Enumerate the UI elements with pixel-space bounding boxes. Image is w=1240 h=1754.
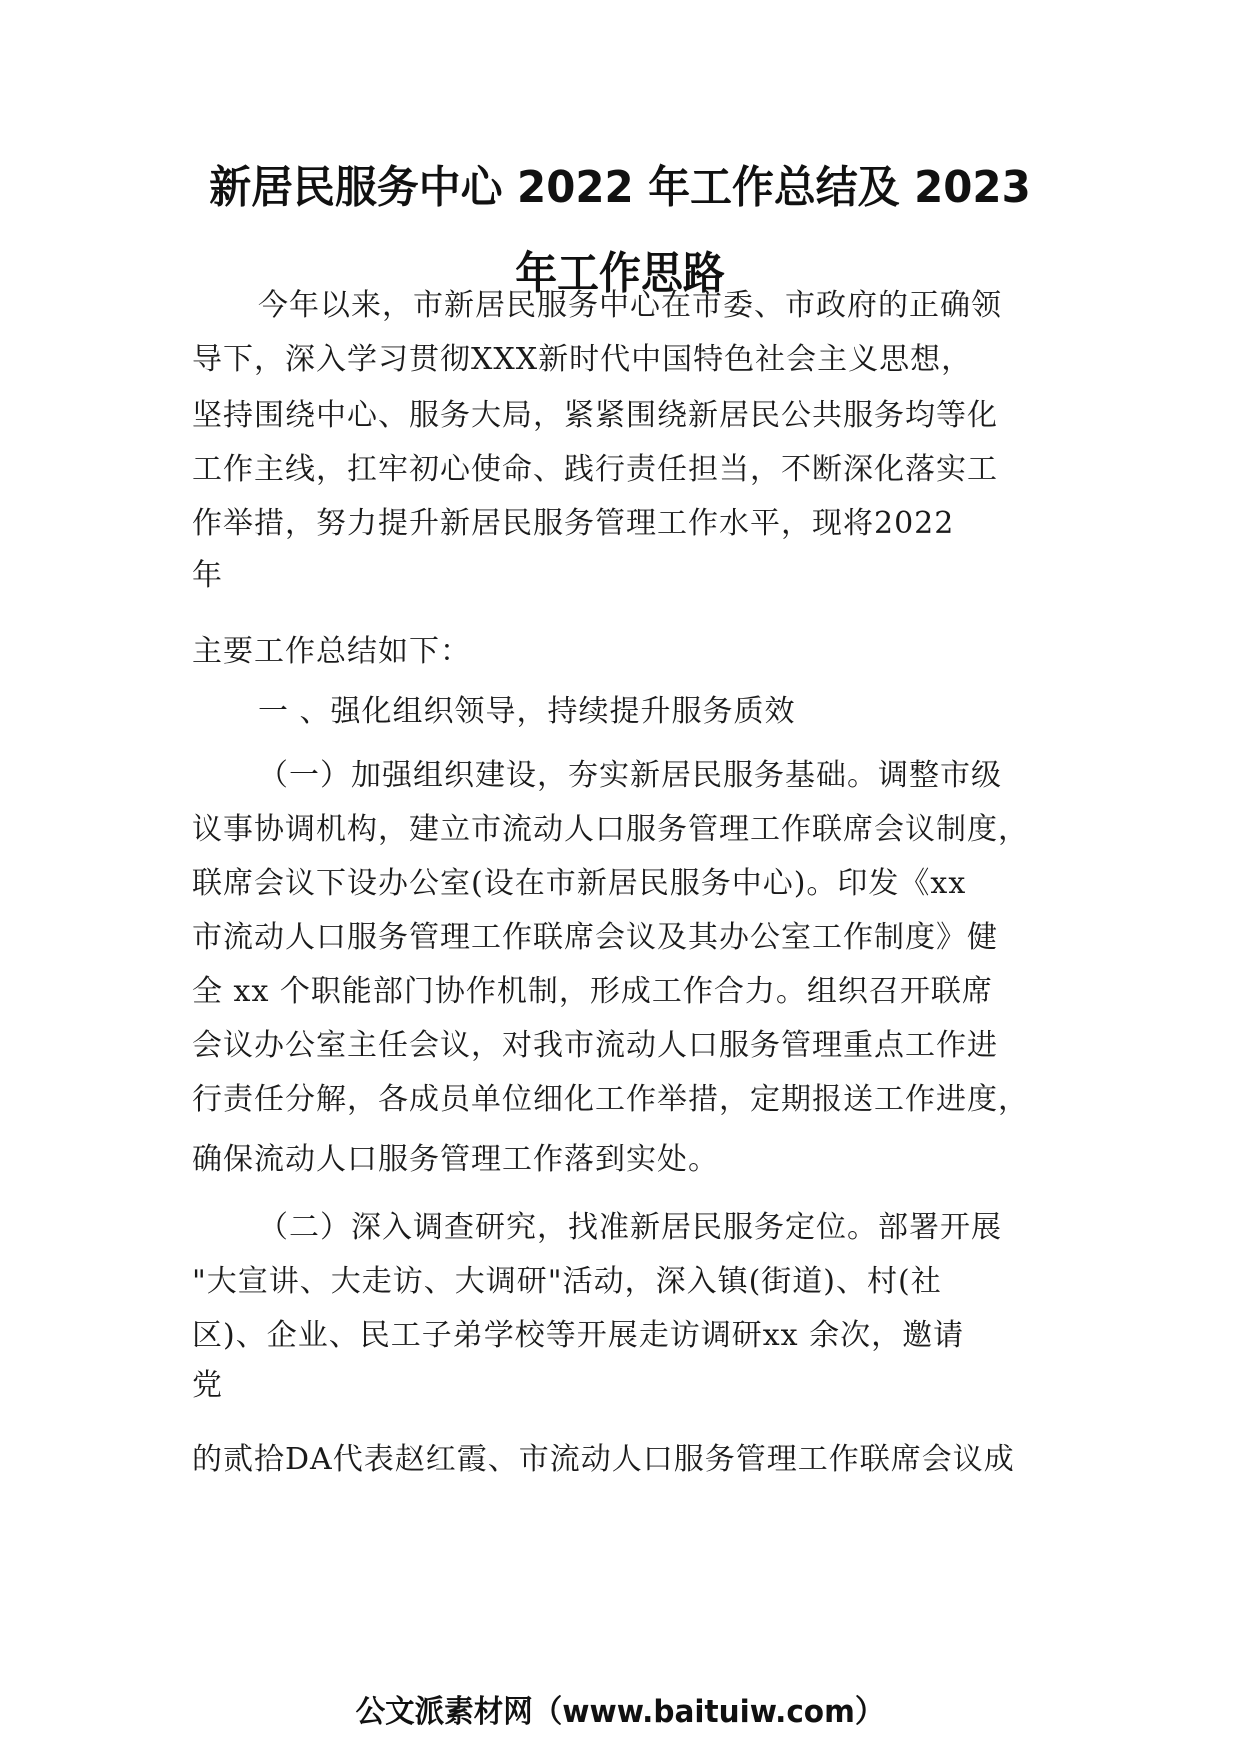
body-line: 主要工作总结如下： [192, 634, 471, 669]
body-line: 全 xx 个职能部门协作机制，形成工作合力。组织召开联席 [192, 974, 993, 1009]
subsection-heading-line: （一）加强组织建设，夯实新居民服务基础。调整市级 [258, 758, 1002, 793]
body-line: "大宣讲、大走访、大调研"活动，深入镇(街道)、村(社 [192, 1264, 942, 1299]
footer-watermark: 公文派素材网（www.baituiw.com） [355, 1694, 885, 1730]
body-line: 的贰拾DA代表赵红霞、市流动人口服务管理工作联席会议成 [192, 1442, 1015, 1477]
body-line: 坚持围绕中心、服务大局，紧紧围绕新居民公共服务均等化 [192, 398, 998, 433]
body-line: 作举措，努力提升新居民服务管理工作水平，现将2022 [192, 506, 955, 541]
body-line: 区)、企业、民工子弟学校等开展走访调研xx 余次，邀请 [192, 1318, 965, 1353]
body-line: 联席会议下设办公室(设在市新居民服务中心)。印发《xx [192, 866, 967, 901]
body-line: 导下，深入学习贯彻XXX新时代中国特色社会主义思想， [192, 342, 973, 377]
body-line: 行责任分解，各成员单位细化工作举措，定期报送工作进度， [192, 1082, 1029, 1117]
subsection-heading-line: （二）深入调查研究，找准新居民服务定位。部署开展 [258, 1210, 1002, 1245]
body-line: 党 [192, 1368, 223, 1403]
document-title-line-1: 新居民服务中心 2022 年工作总结及 2023 [209, 162, 1031, 213]
body-line: 年 [192, 558, 223, 593]
body-line: 议事协调机构，建立市流动人口服务管理工作联席会议制度， [192, 812, 1029, 847]
section-heading: 一 、强化组织领导，持续提升服务质效 [258, 694, 796, 729]
body-line: 确保流动人口服务管理工作落到实处。 [192, 1142, 719, 1177]
body-line: 今年以来，市新居民服务中心在市委、市政府的正确领 [258, 288, 1002, 323]
body-line: 会议办公室主任会议，对我市流动人口服务管理重点工作进 [192, 1028, 998, 1063]
body-line: 市流动人口服务管理工作联席会议及其办公室工作制度》健 [192, 920, 998, 955]
body-line: 工作主线，扛牢初心使命、践行责任担当，不断深化落实工 [192, 452, 998, 487]
document-title-line-2: 年工作思路 [515, 248, 725, 299]
